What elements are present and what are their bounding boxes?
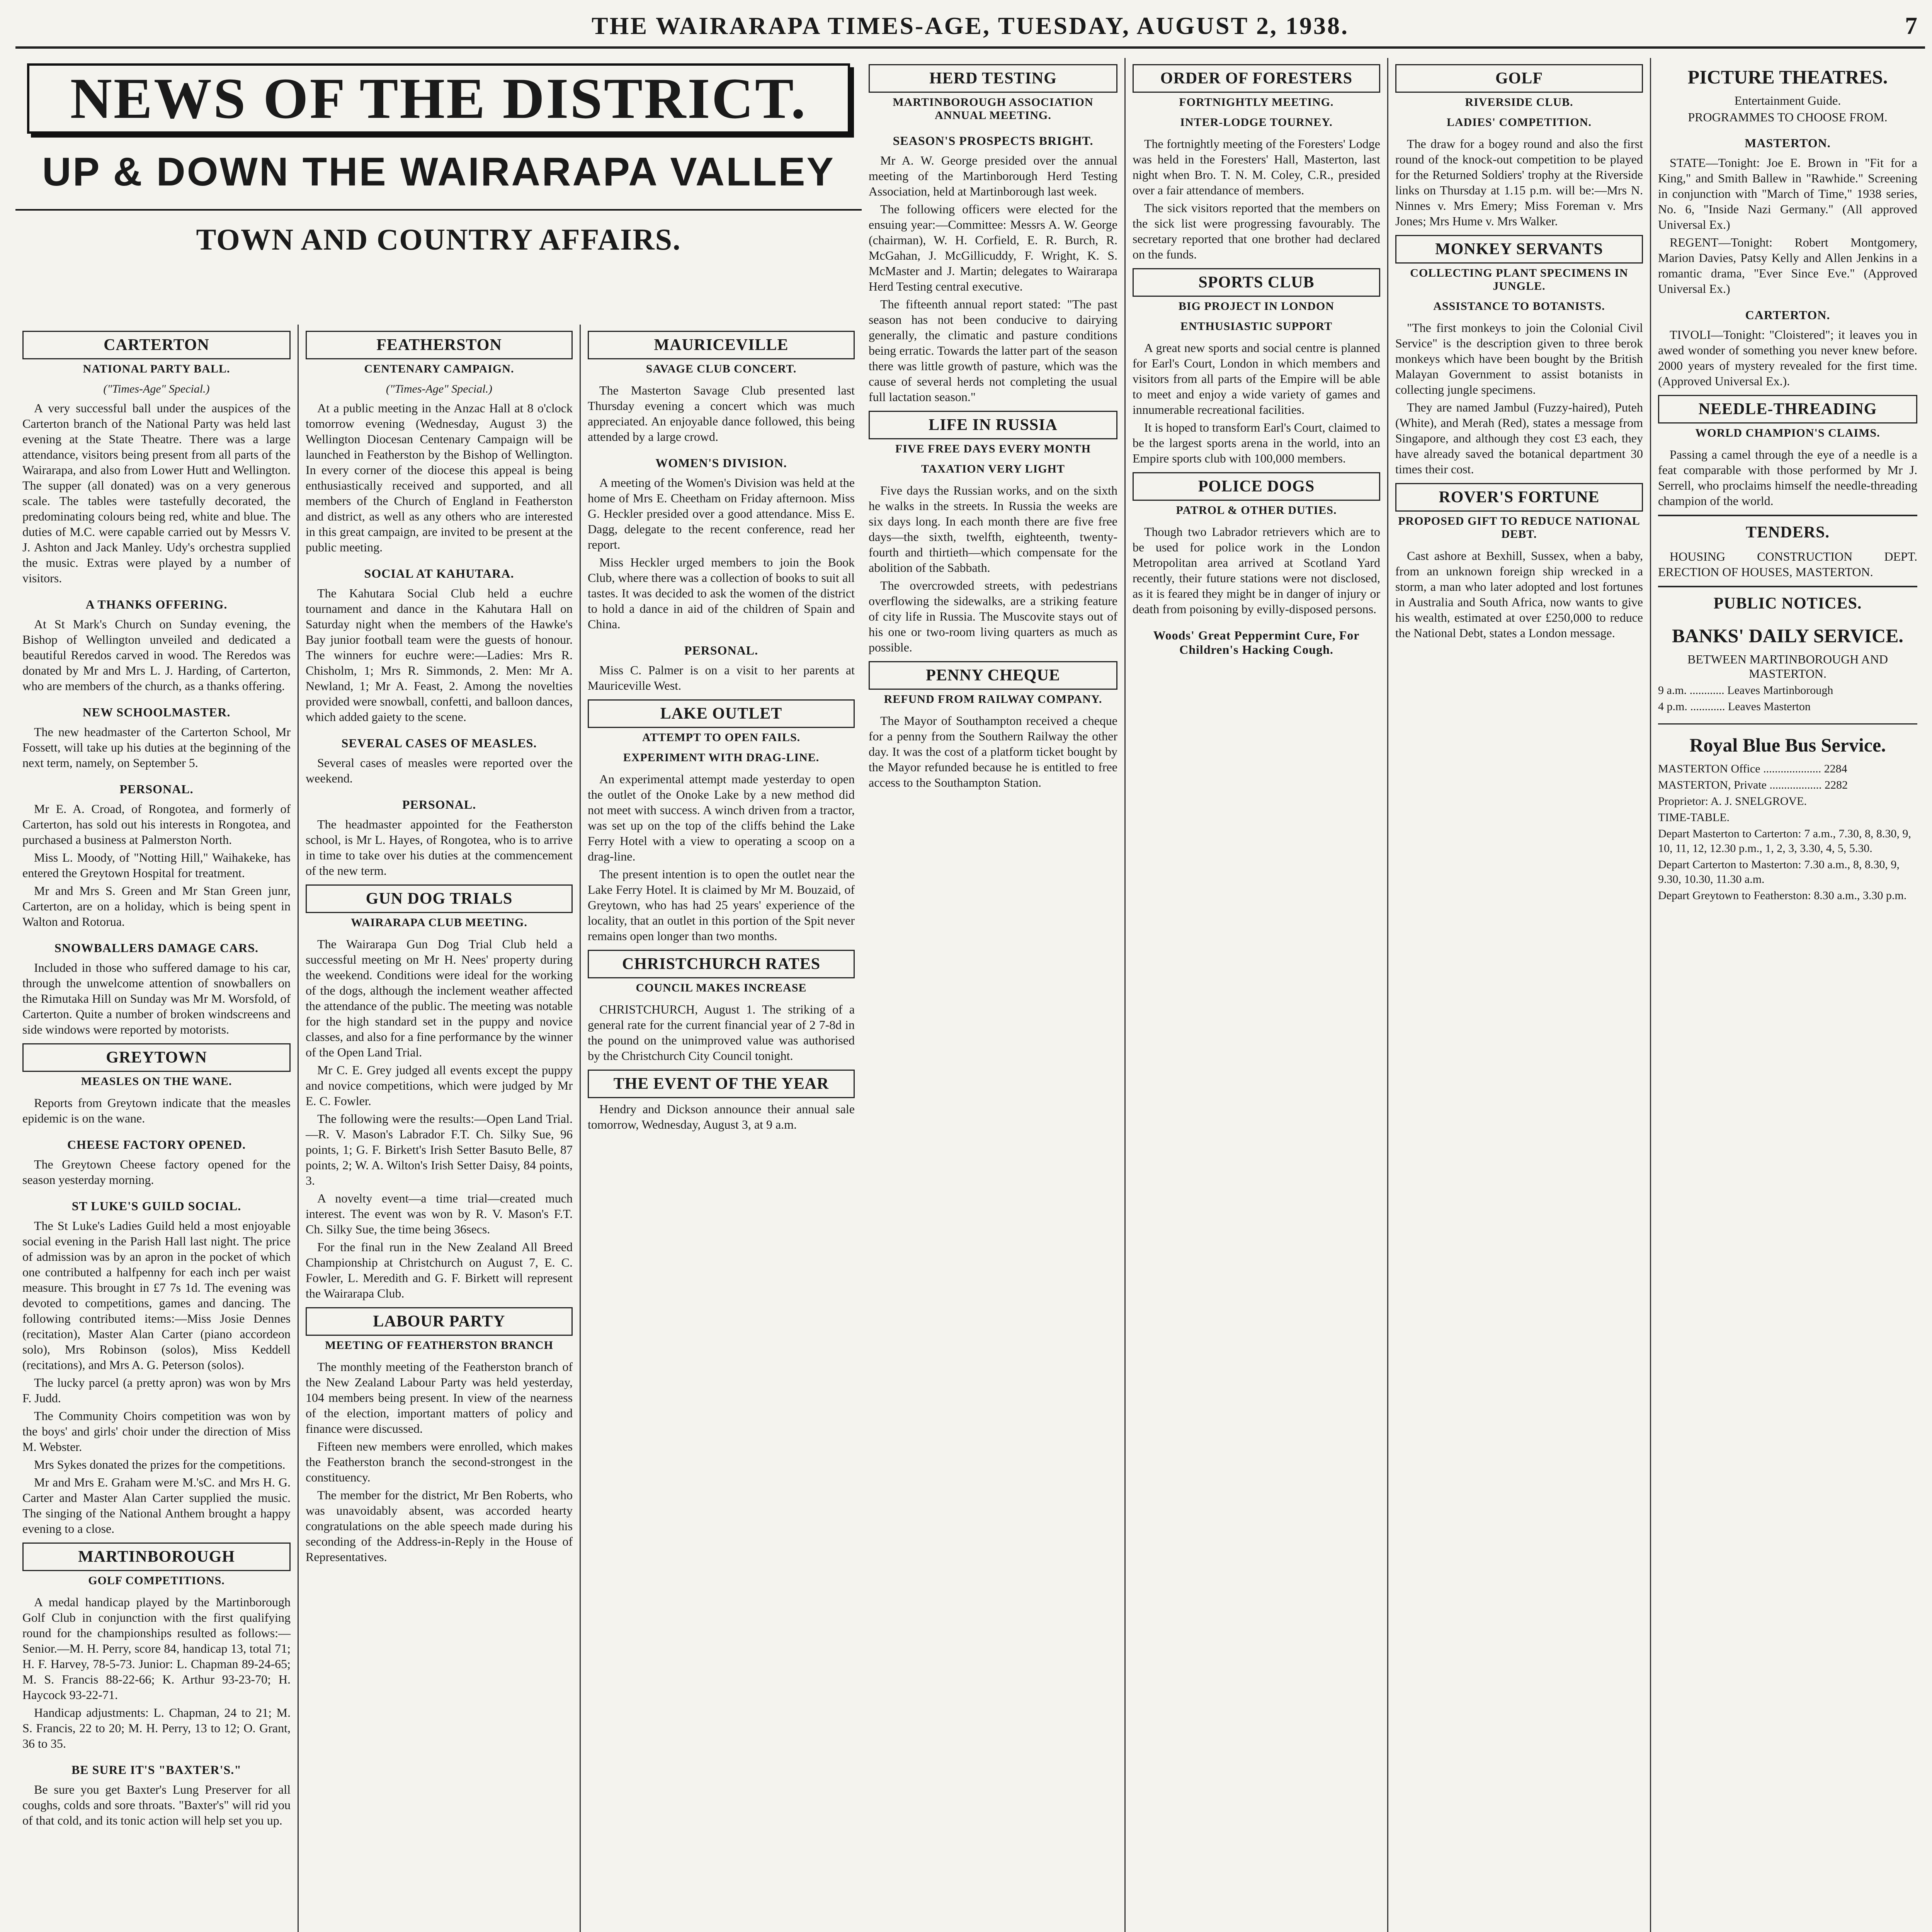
paragraph: Mr E. A. Croad, of Rongotea, and formerly of Carterton, has sold out his interests in Rongotea, and purchased a business at Palmerston North.	[22, 802, 291, 847]
section-head: LIFE IN RUSSIA	[869, 411, 1117, 439]
section-head: HERD TESTING	[869, 64, 1117, 93]
section-head: ROVER'S FORTUNE	[1395, 483, 1643, 512]
subhead: PERSONAL.	[119, 782, 194, 796]
masthead-title: NEWS OF THE DISTRICT.	[70, 66, 807, 131]
paragraph: A very successful ball under the auspices of the Carterton branch of the National Party was held last evening at the State Theatre. There was a large attendance, visitors being present from all parts of the Wairarapa, and also from Lower Hutt and Wellington. The supper (all donated) was on a very generous scale. The tables were tastefully decorated, the predominating colours being red, white and blue. The duties of M.C. were capable carried out by Messrs V. J. Ashton and Jack Manley. Udy's orchestra supplied the music. Extras were played by a number of visitors.	[22, 401, 291, 585]
article-body	[1658, 327, 1917, 389]
paragraph: The new headmaster of the Carterton School, Mr Fossett, will take up his duties at the beginning of the next term, namely, on September 5.	[22, 725, 291, 770]
paragraph: Five days the Russian works, and on the sixth he walks in the streets. In Russia the weeks are six days long. In each month there are five free days—the sixth, twelfth, eighteenth, twenty-fourth and thirtieth—which compensate for the abolition of the Sabbath.	[869, 483, 1117, 575]
paragraph: TIVOLI—Tonight: "Cloistered"; it leaves you in awed wonder of something you never knew before. 2000 years of mystery revealed for the first time. (Approved Universal Ex.).	[1658, 328, 1917, 388]
paragraph: Mr and Mrs E. Graham were M.'sC. and Mrs H. G. Carter and Master Alan Carter supplied the music. The singing of the National Anthem brought a happy evening to a close.	[22, 1475, 291, 1536]
credit: ("Times-Age" Special.)	[386, 383, 493, 395]
column-carterton	[15, 325, 298, 1932]
section-head: POLICE DOGS	[1133, 472, 1380, 501]
kicker: INTER-LODGE TOURNEY.	[1180, 116, 1333, 129]
article-body	[22, 1782, 291, 1828]
article-body	[1133, 524, 1380, 617]
timetable-line: TIME-TABLE.	[1658, 811, 1730, 824]
kicker: SAVAGE CLUB CONCERT.	[646, 362, 797, 375]
timetable-line: Proprietor: A. J. SNELGROVE.	[1658, 795, 1807, 808]
column-featherston	[298, 325, 580, 1932]
subhead: PERSONAL.	[684, 643, 759, 657]
kicker: LADIES' COMPETITION.	[1446, 116, 1592, 129]
paragraph: Passing a camel through the eye of a needle is a feat comparable with those performed by Mr J. Serrell, who proclaims himself the needle-threading champion of the world.	[1658, 447, 1917, 508]
article-body	[22, 1594, 291, 1751]
kicker: REFUND FROM RAILWAY COMPANY.	[884, 693, 1102, 706]
newspaper-title: THE WAIRARAPA TIMES-AGE, TUESDAY, AUGUST 2, 1938.	[591, 12, 1349, 39]
ad-subtitle: Entertainment Guide.	[1734, 94, 1841, 107]
article-body	[1658, 549, 1917, 580]
paragraph: The sick visitors reported that the members on the sick list were progressing favourably. The secretary reported that one brother had declared on the funds.	[1133, 201, 1380, 261]
article-body	[1133, 136, 1380, 262]
paragraph: The Wairarapa Gun Dog Trial Club held a successful meeting on Mr H. Nees' property during the weekend. Conditions were ideal for the working of the dogs, although the inclement weather affected the attendance of the public. The meeting was notable for the high standard set in the puppy and novice classes, and also for a fine performance by the winner of the Open Land Trial.	[306, 937, 573, 1059]
subhead: BE SURE IT'S "BAXTER'S."	[71, 1763, 242, 1777]
paragraph: Several cases of measles were reported over the weekend.	[306, 756, 573, 785]
article-body	[1395, 548, 1643, 641]
section-head: ORDER OF FORESTERS	[1133, 64, 1380, 93]
paragraph: The draw for a bogey round and also the first round of the knock-out competition to be played for the Returned Soldiers' trophy at the Riverside links on Thursday at 1.15 p.m. will be:—Mrs N. Ninnes v. Mrs Emery; Miss Foreman v. Mrs Jones; Mrs Hume v. Mrs Walker.	[1395, 137, 1643, 228]
section-head: CHRISTCHURCH RATES	[588, 950, 855, 978]
paragraph: The monthly meeting of the Featherston branch of the New Zealand Labour Party was held yesterday, 104 members being present. In view of the nearness of the election, important matters of policy and finance were discussed.	[306, 1360, 573, 1435]
paragraph: Miss L. Moody, of "Notting Hill," Waihakeke, has entered the Greytown Hospital for treatment.	[22, 850, 291, 880]
section-head: TENDERS.	[1658, 515, 1917, 546]
paragraph: At St Mark's Church on Sunday evening, the Bishop of Wellington unveiled and dedicated a beautiful Reredos carved in wood. The Reredos was donated by Mr and Mrs L. J. Harding, of Carterton, who are members of the church, as a thanks offering.	[22, 617, 291, 693]
kicker: MEETING OF FEATHERSTON BRANCH	[325, 1339, 554, 1352]
subhead: ST LUKE'S GUILD SOCIAL.	[71, 1199, 242, 1213]
kicker: GOLF COMPETITIONS.	[88, 1574, 225, 1587]
divider	[1658, 723, 1917, 724]
paragraph: Handicap adjustments: L. Chapman, 24 to 21; M. S. Francis, 22 to 20; M. H. Perry, 13 to 12; O. Grant, 36 to 35.	[22, 1706, 291, 1750]
credit: ("Times-Age" Special.)	[103, 383, 210, 395]
article-body	[1395, 136, 1643, 229]
column-foresters	[1124, 58, 1387, 1932]
paragraph: Included in those who suffered damage to his car, through the unwelcome attention of snowballers on the Rimutaka Hill on Sunday was Mr M. Worsfold, of Carterton. Quite a number of broken windscreens and side windows were reported by motorists.	[22, 961, 291, 1036]
subhead: CARTERTON.	[1745, 308, 1830, 322]
section-head: GREYTOWN	[22, 1043, 291, 1072]
paragraph: Hendry and Dickson announce their annual sale tomorrow, Wednesday, August 3, at 9 a.m.	[588, 1102, 855, 1131]
section-head: THE EVENT OF THE YEAR	[588, 1070, 855, 1098]
paragraph: The Mayor of Southampton received a cheque for a penny from the Southern Railway the other day. It was the cost of a platform ticket bought by the Mayor refunded because he is entitled to free access to the Southampton Station.	[869, 714, 1117, 789]
kicker: PROPOSED GIFT TO REDUCE NATIONAL DEBT.	[1398, 515, 1640, 541]
column-mauriceville	[580, 325, 862, 1932]
masthead	[15, 58, 862, 305]
subhead: CHEESE FACTORY OPENED.	[67, 1138, 246, 1151]
kicker: WORLD CHAMPION'S CLAIMS.	[1695, 427, 1880, 439]
paragraph: STATE—Tonight: Joe E. Brown in "Fit for a King," and Smith Ballew in "Rawhide." Screening in conjunction with "March of Time," 1938 series, No. 6, "Inside Nazi Germany." (All approved Universal Ex.)	[1658, 156, 1917, 231]
page-number: 7	[1905, 12, 1917, 39]
paragraph: They are named Jambul (Fuzzy-haired), Puteh (White), and Merah (Red), states a message from Singapore, and although they cost £3 each, they have already saved the botanical department 30 times their cost.	[1395, 400, 1643, 476]
subhead: SOCIAL AT KAHUTARA.	[364, 566, 514, 580]
subhead: SNOWBALLERS DAMAGE CARS.	[54, 941, 259, 955]
paragraph: REGENT—Tonight: Robert Montgomery, Marion Davies, Patsy Kelly and Allen Jenkins in a romantic drama, "Ever Since Eve." (Approved Universal Ex.)	[1658, 235, 1917, 296]
paragraph: Fifteen new members were enrolled, which makes the Featherston branch the second-strongest in the constituency.	[306, 1439, 573, 1484]
timetable	[1658, 762, 1917, 903]
article-body	[588, 1002, 855, 1063]
kicker: COUNCIL MAKES INCREASE	[636, 981, 807, 994]
timetable-line: 9 a.m. ............ Leaves Martinborough	[1658, 684, 1833, 697]
paragraph: Mrs Sykes donated the prizes for the competitions.	[34, 1458, 286, 1471]
subhead: PERSONAL.	[402, 798, 476, 811]
paragraph: The Masterton Savage Club presented last Thursday evening a concert which was much appreciated. An enjoyable dance followed, this being attended by a large crowd.	[588, 383, 855, 444]
running-head	[15, 8, 1925, 49]
paragraph: A medal handicap played by the Martinborough Golf Club in conjunction with the first qualifying round for the championships resulted as follows:—Senior.—M. H. Perry, score 84, handicap 13, total 71; H. F. Harvey, 78-5-73. Junior: L. Chapman 89-24-65; M. S. Francis 88-22-66; K. Arthur 93-23-70; H. Haycock 93-22-71.	[22, 1595, 291, 1702]
paragraph: HOUSING CONSTRUCTION DEPT. ERECTION OF HOUSES, MASTERTON.	[1658, 549, 1917, 579]
article-body	[1658, 447, 1917, 509]
timetable-line: 4 p.m. ............ Leaves Masterton	[1658, 700, 1811, 713]
section-head: PENNY CHEQUE	[869, 661, 1117, 690]
section-head: SPORTS CLUB	[1133, 268, 1380, 297]
paragraph: Mr C. E. Grey judged all events except the puppy and novice competitions, which were judged by Mr E. C. Fowler.	[306, 1063, 573, 1108]
masthead-subtitle: UP & DOWN THE WAIRARAPA VALLEY	[42, 150, 835, 194]
kicker: FORTNIGHTLY MEETING.	[1179, 96, 1334, 109]
right-columns	[862, 58, 1924, 1932]
paragraph: Mr and Mrs S. Green and Mr Stan Green junr, Carterton, are on a holiday, which is being spent in Walton and Rotorua.	[22, 884, 291, 929]
paragraph: The Community Choirs competition was won by the boys' and girls' choir under the direction of Miss M. Webster.	[22, 1409, 291, 1454]
article-body	[588, 771, 855, 944]
section-head: NEEDLE-THREADING	[1658, 395, 1917, 423]
kicker: CENTENARY CAMPAIGN.	[364, 362, 514, 375]
section-head: LABOUR PARTY	[306, 1307, 573, 1336]
kicker: FIVE FREE DAYS EVERY MONTH	[895, 442, 1091, 455]
paragraph: Cast ashore at Bexhill, Sussex, when a baby, from an unknown foreign ship wrecked in a storm, a man who later adopted and lost fortunes in Australia and South Africa, now wants to give his wealth, estimated at over £250,000 to reduce the National Debt, states a London message.	[1395, 549, 1643, 640]
kicker: ATTEMPT TO OPEN FAILS.	[642, 731, 801, 744]
kicker: MEASLES ON THE WANE.	[81, 1075, 232, 1088]
article-body	[869, 483, 1117, 655]
kicker: EXPERIMENT WITH DRAG-LINE.	[623, 751, 820, 764]
section-head: MARTINBOROUGH	[22, 1543, 291, 1571]
subhead: NEW SCHOOLMASTER.	[82, 705, 231, 719]
kicker: MARTINBOROUGH ASSOCIATION ANNUAL MEETING.	[893, 96, 1094, 122]
section-head: LAKE OUTLET	[588, 699, 855, 728]
column-golf	[1387, 58, 1650, 1932]
article-body	[588, 1101, 855, 1132]
ad-title: Royal Blue Bus Service.	[1689, 734, 1886, 756]
lower-columns	[15, 325, 862, 1932]
paragraph: The Kahutara Social Club held a euchre tournament and dance in the Kahutara Hall on Saturday night when the members of the Hawke's Bay junior football team were the guests of honour. The winners for euchre were:—Ladies: Mrs R. Chisholm, 1; Mrs R. Simmonds, 2. Men: Mr A. Newland, 1; Mr A. Feast, 2. Among the novelties provided were snowball, confetti, and balloon dances, which added gaiety to the scene.	[306, 586, 573, 724]
paragraph: "The first monkeys to join the Colonial Civil Service" is the description given to three berok monkeys which have been bought by the British Malayan Government to assist botanists in collecting jungle specimens.	[1395, 321, 1643, 396]
paragraph: At a public meeting in the Anzac Hall at 8 o'clock tomorrow evening (Wednesday, August 3) the Wellington Diocesan Centenary Campaign will be launched in Featherston by the Bishop of Wellington. In every corner of the diocese this appeal is being enthusiastically received and supported, and all members of the Church of England in Featherston and district, as well as any others who are interested in this great campaign, are invited to be present at the public meeting.	[306, 401, 573, 554]
paragraph: Mr A. W. George presided over the annual meeting of the Martinborough Herd Testing Association, held at Martinborough last week.	[869, 153, 1117, 198]
paragraph: For the final run in the New Zealand All Breed Championship at Christchurch on August 7, E. C. Fowler, L. Meredith and G. F. Birkett will represent the Wairarapa Club.	[306, 1240, 573, 1300]
kicker: TAXATION VERY LIGHT	[921, 463, 1065, 475]
paragraph: A novelty event—a time trial—created much interest. The event was won by R. V. Mason's F.T. Ch. Silky Sue, the time being 36secs.	[306, 1191, 573, 1236]
article-body	[1133, 340, 1380, 466]
subhead: A THANKS OFFERING.	[85, 597, 228, 611]
timetable-line: MASTERTON, Private .................. 2282	[1658, 779, 1848, 791]
subhead: SEVERAL CASES OF MEASLES.	[341, 736, 537, 750]
timetable	[1658, 683, 1917, 714]
article-body	[869, 153, 1117, 405]
article-body	[22, 400, 291, 1037]
timetable-line: Depart Greytown to Featherston: 8.30 a.m., 3.30 p.m.	[1658, 889, 1907, 902]
advert-footer: Woods' Great Peppermint Cure, For Children's Hacking Cough.	[1153, 628, 1360, 656]
paragraph: The overcrowded streets, with pedestrians overflowing the sidewalks, are a striking feature of city life in Russia. The Muscovite stays out of his one or two-room living quarters as much as possible.	[869, 578, 1117, 654]
article-body	[869, 713, 1117, 790]
paragraph: The fortnightly meeting of the Foresters' Lodge was held in the Foresters' Hall, Masterton, last night when Bro. T. N. M. Coley, C.R., presided over a fair attendance of members.	[1133, 137, 1380, 197]
section-head: PUBLIC NOTICES.	[1658, 586, 1917, 617]
kicker: ASSISTANCE TO BOTANISTS.	[1433, 300, 1605, 313]
article-body	[306, 1359, 573, 1565]
section-title: TOWN AND COUNTRY AFFAIRS.	[196, 223, 681, 256]
paragraph: An experimental attempt made yesterday to open the outlet of the Onoke Lake by a new method did not meet with success. A winch driven from a tractor, was set up on the top of the cliffs behind the Lake Ferry Hotel with a view to operating a scoop on a drag-line.	[588, 772, 855, 863]
timetable-line: Depart Masterton to Carterton: 7 a.m., 7.30, 8, 8.30, 9, 10, 11, 12, 12.30 p.m., 1, 2, 3, 3.30, 4, 5, 5.30.	[1658, 827, 1911, 855]
kicker: WAIRARAPA CLUB MEETING.	[351, 916, 527, 929]
article-body	[306, 936, 573, 1301]
article-body	[1395, 320, 1643, 477]
kicker: NATIONAL PARTY BALL.	[83, 362, 230, 375]
divider	[15, 209, 862, 211]
article-body	[306, 400, 573, 878]
kicker: COLLECTING PLANT SPECIMENS IN JUNGLE.	[1410, 267, 1628, 293]
section-head: GOLF	[1395, 64, 1643, 93]
section-head: MONKEY SERVANTS	[1395, 235, 1643, 264]
paragraph: Though two Labrador retrievers which are to be used for police work in the London Metropolitan area arrived at Scotland Yard recently, their future stations were not disclosed, as it is feared they might be in danger of injury or death from poisoning by evilly-disposed persons.	[1133, 525, 1380, 616]
article-body	[1658, 155, 1917, 296]
paragraph: A meeting of the Women's Division was held at the home of Mrs E. Cheetham on Friday afternoon. Miss G. Heckler presided over a good attendance. Miss E. Dagg, delegate to the recent conference, read her report.	[588, 476, 855, 551]
ad-subtitle: PROGRAMMES TO CHOOSE FROM.	[1688, 110, 1888, 124]
paragraph: Miss C. Palmer is on a visit to her parents at Mauriceville West.	[588, 663, 855, 692]
paragraph: A great new sports and social centre is planned for Earl's Court, London in which members and visitors from all parts of the Empire will be able to meet and enjoy a wide variety of games and innumerable recreational facilities.	[1133, 341, 1380, 417]
ad-title: PICTURE THEATRES.	[1687, 66, 1888, 88]
timetable-line: MASTERTON Office .................... 2284	[1658, 762, 1847, 775]
subhead: SEASON'S PROSPECTS BRIGHT.	[893, 134, 1094, 148]
paragraph: The headmaster appointed for the Featherston school, is Mr L. Hayes, of Rongotea, who is to arrive in time to take over his duties at the commencement of the new term.	[306, 817, 573, 878]
paragraph: The Greytown Cheese factory opened for the season yesterday morning.	[22, 1157, 291, 1187]
paragraph: It is hoped to transform Earl's Court, claimed to be the largest sports arena in the world, into an Empire sports club with 100,000 members.	[1133, 420, 1380, 465]
paragraph: Miss Heckler urged members to join the Book Club, where there was a collection of books to suit all tastes. It was decided to ask the women of the district to hold a dance in aid of the children of Spain and China.	[588, 555, 855, 631]
paragraph: The following were the results:—Open Land Trial.—R. V. Mason's Labrador F.T. Ch. Silky Sue, 96 points, 1; G. F. Birkett's Irish Setter Basuto Belle, 87 points, 2; W. A. Wilton's Irish Setter Daisy, 84 points, 3.	[306, 1112, 573, 1187]
article-body	[22, 1095, 291, 1536]
column-theatres	[1650, 58, 1924, 1932]
paragraph: The present intention is to open the outlet near the Lake Ferry Hotel. It is claimed by Mr M. Bouzaid, of Greytown, who has had 25 years' experience of the locality, that an outlet in this portion of the Spit never remains open longer than two months.	[588, 867, 855, 943]
section-head: GUN DOG TRIALS	[306, 884, 573, 913]
section-head: CARTERTON	[22, 331, 291, 359]
masthead-title-box	[27, 63, 850, 134]
ad-subtitle: BETWEEN MARTINBOROUGH AND MASTERTON.	[1687, 652, 1888, 680]
paragraph: CHRISTCHURCH, August 1. The striking of a general rate for the current financial year of 2 7-8d in the pound on the unimproved value was authorised by the Christchurch City Council tonight.	[588, 1002, 855, 1063]
subhead: MASTERTON.	[1745, 136, 1831, 150]
paragraph: The lucky parcel (a pretty apron) was won by Mrs F. Judd.	[22, 1376, 291, 1405]
column-herd-testing	[862, 58, 1124, 1932]
kicker: PATROL & OTHER DUTIES.	[1176, 504, 1337, 517]
paragraph: The member for the district, Mr Ben Roberts, who was unavoidably absent, was accorded hearty congratulations on the able speech made during his seconding of the Address-in-Reply in the House of Representatives.	[306, 1488, 573, 1564]
ad-title: BANKS' DAILY SERVICE.	[1672, 625, 1903, 646]
article-body	[588, 383, 855, 693]
paragraph: Be sure you get Baxter's Lung Preserver for all coughs, colds and sore throats. "Baxter's" will rid you of that cold, and its tonic action will help set you up.	[22, 1782, 291, 1827]
kicker: BIG PROJECT IN LONDON	[1178, 300, 1334, 313]
paragraph: The St Luke's Ladies Guild held a most enjoyable social evening in the Parish Hall last night. The price of admission was by an apron in the pocket of which one contributed a halfpenny for each inch per waist measure. This brought in £7 7s 1d. The evening was devoted to competitions, games and dancing. The following contributed items:—Miss Josie Dennes (recitation), Master Alan Carter (piano accordeon solo), Mrs Robinson (solos), Miss Keddell (recitations), and Mrs A. G. Peterson (solos).	[22, 1219, 291, 1372]
kicker: ENTHUSIASTIC SUPPORT	[1180, 320, 1333, 333]
timetable-line: Depart Carterton to Masterton: 7.30 a.m., 8, 8.30, 9, 9.30, 10.30, 11.30 a.m.	[1658, 858, 1900, 886]
paragraph: The following officers were elected for the ensuing year:—Committee: Messrs A. W. George (chairman), W. H. Corfield, E. R. Burch, R. McGahan, J. McGillicuddy, F. Wright, K. S. McMaster and J. Martin; delegates to Wairarapa Herd Testing central executive.	[869, 202, 1117, 293]
paragraph: The fifteenth annual report stated: "The past season has not been conducive to dairying generally, the climatic and pasture conditions being erratic. Towards the latter part of the season there was little growth of pasture, which was the cause of several herds not completing the usual full lactation season."	[869, 297, 1117, 404]
section-head: FEATHERSTON	[306, 331, 573, 359]
paragraph: Reports from Greytown indicate that the measles epidemic is on the wane.	[22, 1096, 291, 1125]
section-head: MAURICEVILLE	[588, 331, 855, 359]
kicker: RIVERSIDE CLUB.	[1465, 96, 1573, 109]
subhead: WOMEN'S DIVISION.	[655, 456, 787, 470]
